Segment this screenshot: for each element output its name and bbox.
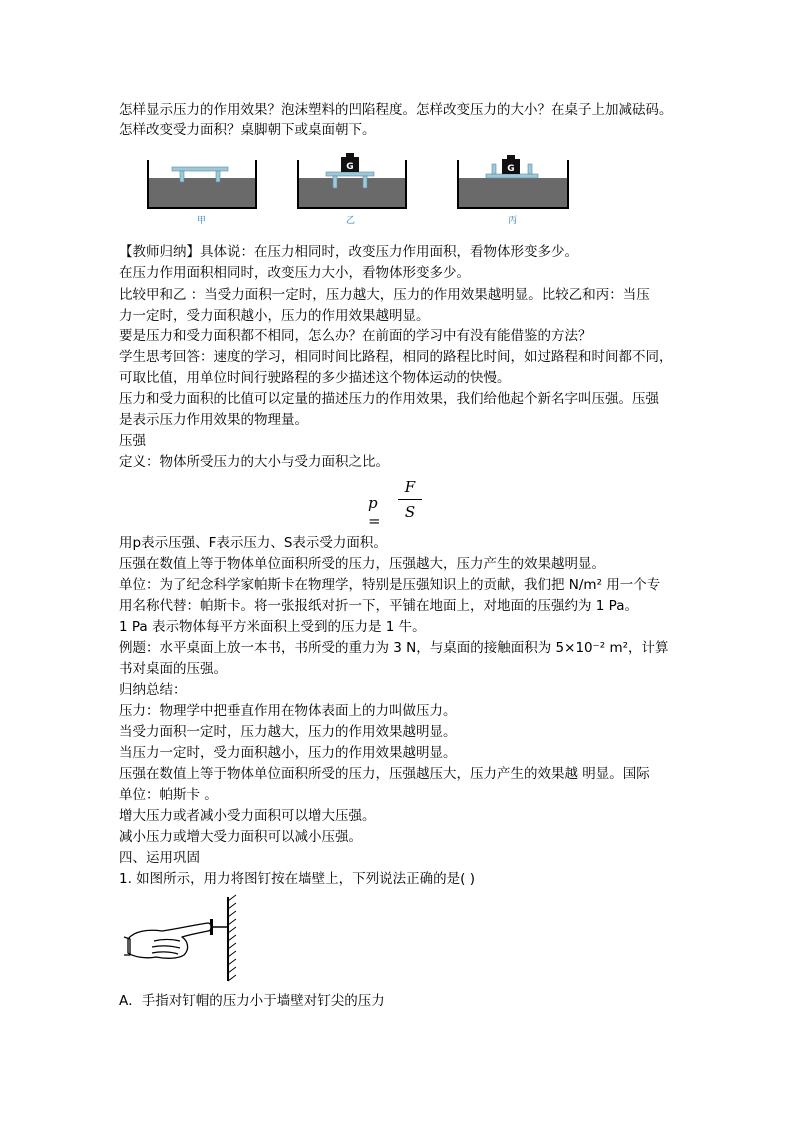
symbols-line: 用p表示压强、F表示压力、S表示受力面积。 [119,535,387,551]
tank-yi [298,153,406,226]
tank-jia [148,160,256,226]
caption-jia: 甲 [197,216,207,226]
foam-experiment-figure [140,150,580,230]
ratio-line-2: 是表示压力作用效果的物理量。 [119,412,308,428]
foam-block [148,178,256,208]
foam-block [458,178,568,208]
definition-line: 定义：物体所受压力的大小与受力面积之比。 [119,454,389,470]
heading-pressure: 压强 [119,433,146,449]
intro-line-2: 怎样改变受力面积？桌脚朝下或桌面朝下。 [119,122,376,138]
conclusion-line-4a: 压强在数值上等于物体单位面积所受的压力，压强越压大，压力产生的效果越 明显。国际 [119,766,650,782]
numeric-line: 压强在数值上等于物体单位面积所受的压力，压强越大，压力产生的效果越明显。 [119,556,605,572]
weight-label: G [346,162,354,172]
compare-line-1: 比较甲和乙 ：当受力面积一定时，压力越大，压力的作用效果越明显。比较乙和丙：当压 [119,287,650,303]
thumbtack [210,919,228,935]
formula-lhs: p = [368,494,381,530]
unit-line-2: 用名称代替：帕斯卡。将一张报纸对折一下，平铺在地面上，对地面的压强约为 1 Pa。 [119,598,638,614]
conclusion-line-2: 当受力面积一定时，压力越大，压力的作用效果越明显。 [119,724,457,740]
table-flipped-with-weight [486,155,538,178]
hand-icon [124,923,211,958]
conclusion-line-6: 减小压力或增大受力面积可以减小压强。 [119,829,362,845]
question-line: 要是压力和受力面积都不相同，怎么办？在前面的学习中有没有能借鉴的方法？ [119,328,592,344]
question-1: 1. 如图所示，用力将图钉按在墙壁上，下列说法正确的是( ) [119,871,475,887]
fraction-bar [398,499,422,500]
summary-line-2: 在压力作用面积相同时，改变压力大小，看物体形变多少。 [119,265,470,281]
answer-line-2: 可取比值，用单位时间行驶路程的多少描述这个物体运动的快慢。 [119,370,511,386]
pa-meaning-line: 1 Pa 表示物体每平方米面积上受到的压力是 1 牛。 [119,619,426,635]
conclusion-title: 归纳总结： [119,682,187,698]
formula-numerator: F [404,478,416,496]
wall [228,895,236,981]
conclusion-line-4b: 单位：帕斯卡 。 [119,787,218,803]
thumbtack-figure [122,893,252,985]
example-line-2: 书对桌面的压强。 [119,661,227,677]
conclusion-line-1: 压力：物理学中把垂直作用在物体表面上的力叫做压力。 [119,703,457,719]
section-heading: 四、运用巩固 [119,850,200,866]
formula-denominator: S [404,503,416,521]
conclusion-line-3: 当压力一定时，受力面积越小，压力的作用效果越明显。 [119,745,457,761]
caption-yi: 乙 [346,216,356,226]
caption-bing: 丙 [508,216,518,226]
unit-line-1: 单位：为了纪念科学家帕斯卡在物理学，特别是压强知识上的贡献，我们把 N/m² 用一个专 [119,577,661,593]
option-a: A．手指对钉帽的压力小于墙壁对钉尖的压力 [119,993,385,1009]
example-line-1: 例题：水平桌面上放一本书，书所受的重力为 3 N，与桌面的接触面积为 5×10⁻² m²，计算 [119,640,669,656]
conclusion-line-5: 增大压力或者减小受力面积可以增大压强。 [119,808,376,824]
ratio-line-1: 压力和受力面积的比值可以定量的描述压力的作用效果，我们给他起个新名字叫压强。压强 [119,391,659,407]
formula-fraction [398,478,422,523]
tank-bing [458,155,568,226]
answer-line-1: 学生思考回答：速度的学习，相同时间比路程，相同的路程比时间，如过路程和时间都不同， [119,349,673,365]
intro-line-1: 怎样显示压力的作用效果？泡沫塑料的凹陷程度。怎样改变压力的大小？在桌子上加减砝码。 [119,102,673,118]
summary-line-1: 【教师归纳】具体说：在压力相同时，改变压力作用面积，看物体形变多少。 [119,244,578,260]
weight-label: G [507,164,515,174]
compare-line-2: 力一定时，受力面积越小，压力的作用效果越明显。 [119,308,430,324]
foam-block [298,178,406,208]
